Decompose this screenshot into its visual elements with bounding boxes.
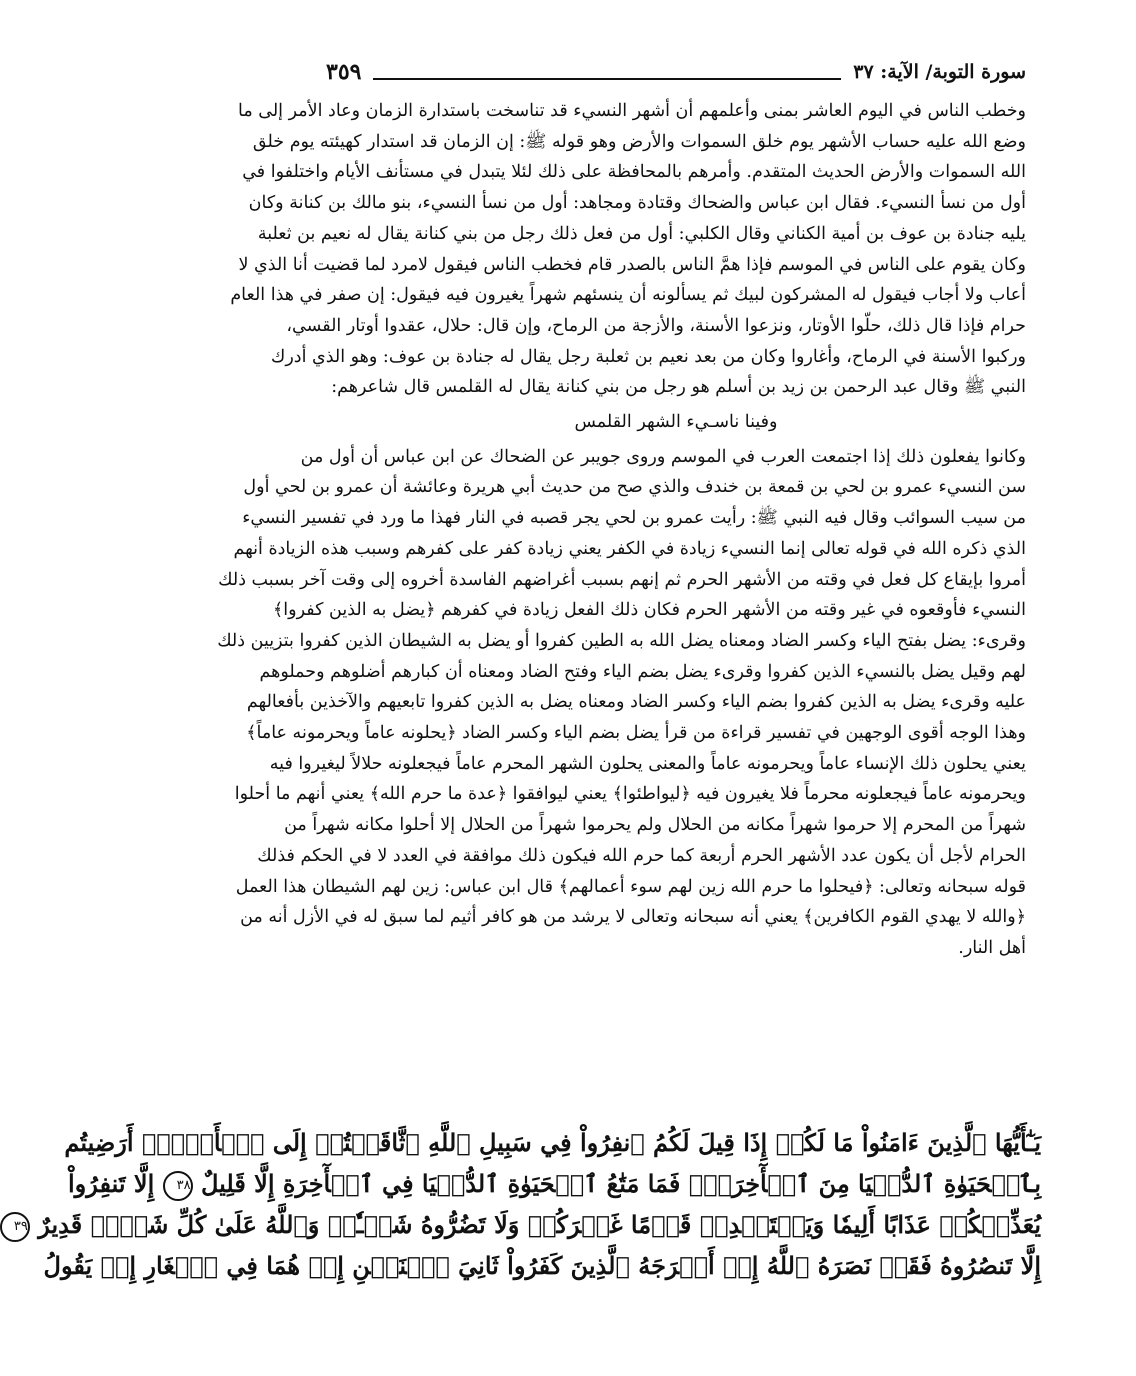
quran-line-text: بِٱلۡحَيَوٰةِ ٱلدُّنۡيَا مِنَ ٱلۡأٓخِرَةِۚ فَمَا مَتَٰعُ ٱلۡحَيَوٰةِ ٱلدُّنۡيَا فِي ٱلۡأٓخِرَةِ إِلَّا قَلِيلٌ bbox=[200, 1169, 1041, 1198]
surah-title: سورة التوبة/ الآية: ٣٧ bbox=[853, 61, 1026, 83]
text-line: شهراً من المحرم إلا حرموا شهراً مكانه من الحلال ولم يحرموا شهراً من الحلال إلا أحلوا مكانه شهراً من bbox=[284, 815, 1026, 836]
text-line: الله السموات والأرض الحديث المتقدم. وأمرهم بالمحافظة على ذلك لئلا يتبدل في مستأنف الأيام واختلفوا في bbox=[242, 162, 1026, 183]
text-line: وخطب الناس في اليوم العاشر بمنى وأعلمهم أن أشهر النسيء قد تناسخت باستدارة الزمان وعاد الأمر إلى ما bbox=[237, 101, 1026, 121]
page-header bbox=[326, 52, 1026, 92]
page-number: ٣٥٩ bbox=[326, 59, 362, 85]
text-line: عليه وقرىء يضل به الذين كفروا بضم الياء وكسر الضاد ومعناه يضل به الذين كفروا تابعيهم والآخذين بأفعالهم bbox=[246, 692, 1026, 713]
text-line: النبي ﷺ وقال عبد الرحمن بن زيد بن أسلم هو رجل من بني كنانة يقال له القلمس قال شاعرهم: bbox=[331, 377, 1026, 398]
header-rule bbox=[373, 78, 841, 80]
text-line: وقرىء: يضل بفتح الياء وكسر الضاد ومعناه يضل الله به الطين كفروا أو يضل به الشيطان الذين كفروا بتزيين ذلك bbox=[217, 630, 1026, 651]
ayah-number-marker: ٣٩ bbox=[0, 1212, 30, 1242]
text-line: لهم وقيل يضل بالنسيء الذين كفروا وقرىء يضل بضم الياء وفتح الضاد ومعناه أن كبارهم أضلوهم وحملوهم bbox=[259, 661, 1026, 682]
poem-verse: وفينا ناسـيء الشهر القلمس bbox=[574, 412, 778, 433]
text-line: أول من نسأ النسيء. فقال ابن عباس والضحاك وقتادة ومجاهد: أول من نسأ النسيء، بنو مالك بن كنانة وكان bbox=[248, 193, 1026, 214]
quran-line-tail: إِلَّا تَنفِرُواْ bbox=[67, 1169, 155, 1198]
book-page bbox=[13, 0, 1136, 1376]
text-line: وركبوا الأسنة في الرماح، وأغاروا وكان من بعد نعيم بن ثعلبة رجل يقال له جنادة بن عوف: وهو الذي أدرك bbox=[270, 346, 1026, 367]
text-line: أهل النار. bbox=[958, 937, 1026, 958]
text-line: أعاب ولا أجاب فيقول له المشركون لبيك ثم يسألونه أن ينسئهم شهراً يغيرون فيه فيقول: إن صفر في هذا العام bbox=[230, 285, 1026, 306]
text-line: سن النسيء عمرو بن لحي بن قمعة بن خندف والذي صح من حديث أبي هريرة وعائشة أن عمرو بن لحي أول bbox=[243, 477, 1026, 498]
text-line: الحرام لأجل أن يكون عدد الأشهر الحرم أربعة كما حرم الله فيكون ذلك موافقة في العدد لا في الحكم فذلك bbox=[257, 845, 1026, 866]
text-line: حرام فإذا قال ذلك، حلّوا الأوتار، ونزعوا الأسنة، والأزجة من الرماح، وإن قال: حلال، عقدوا أوتار القسي، bbox=[286, 315, 1026, 336]
quran-line bbox=[67, 1163, 1041, 1204]
text-line: الذي ذكره الله في قوله تعالى إنما النسيء زيادة في الكفر يعني زيادة كفر على كفرهم وسبب هذه الزيادة أنهم bbox=[233, 538, 1026, 559]
text-line: وكان يقوم على الناس في الموسم فإذا همَّ الناس بالصدر قام فخطب الناس فيقول لامرد لما قضيت أنا الذي لا bbox=[238, 254, 1026, 275]
text-line: أمروا بإيقاع كل فعل في وقته من الأشهر الحرم ثم إنهم بسبب أغراضهم الفاسدة أخروه إلى وقت آخر بسبب ذلك bbox=[218, 569, 1026, 590]
ayah-number-marker: ٣٨ bbox=[163, 1171, 193, 1201]
quran-line: إِلَّا تَنصُرُوهُ فَقَدۡ نَصَرَهُ ٱللَّهُ إِذۡ أَخۡرَجَهُ ٱلَّذِينَ كَفَرُواْ ثَانِيَ ٱثۡنَيۡنِ إِذۡ هُمَا فِي ٱلۡغَارِ إِذۡ يَقُولُ bbox=[43, 1251, 1041, 1280]
text-line: من سيب السوائب وقال فيه النبي ﷺ: رأيت عمرو بن لحي يجر قصبه في النار فهذا ما ورد في تفسير النسيء bbox=[242, 508, 1026, 529]
text-line: ويحرمونه عاماً فيجعلونه محرماً فلا يغيرون فيه ﴿ليواطئوا﴾ يعني ليوافقوا ﴿عدة ما حرم الله﴾ يعني أنهم ما أحلوا bbox=[234, 784, 1026, 805]
text-line: يعني يحلون ذلك الإنساء عاماً ويحرمونه عاماً والمعنى يحلون الشهر المحرم عاماً فيجعلونه حلالاً ليغيروا فيه bbox=[269, 753, 1026, 774]
text-line: يليه جنادة بن عوف بن أمية الكناني وقال الكلبي: أول من فعل ذلك رجل من بني كنانة يقال له نعيم بن ثعلبة bbox=[257, 223, 1026, 244]
text-line: النسيء فأوقعوه في غير وقته من الأشهر الحرم فكان ذلك الفعل زيادة في كفرهم ﴿يضل به الذين كفروا﴾ bbox=[273, 600, 1026, 621]
text-line: وكانوا يفعلون ذلك إذا اجتمعت العرب في الموسم وروى جويبر عن الضحاك عن ابن عباس أن أول من bbox=[300, 446, 1026, 467]
commentary-text bbox=[217, 96, 1026, 964]
text-line: قوله سبحانه وتعالى: ﴿فيحلوا ما حرم الله زين لهم سوء أعمالهم﴾ قال ابن عباس: زين لهم الشيطان هذا العمل bbox=[235, 876, 1026, 897]
quran-text bbox=[13, 1122, 1041, 1286]
quran-line: يَـٰٓأَيُّهَا ٱلَّذِينَ ءَامَنُواْ مَا لَكُمۡ إِذَا قِيلَ لَكُمُ ٱنفِرُواْ فِي سَبِيلِ ٱللَّهِ ٱثَّاقَلۡتُمۡ إِلَى ٱلۡأَرۡضِۚ أَرَضِيتُم bbox=[64, 1128, 1041, 1157]
text-line: ﴿والله لا يهدي القوم الكافرين﴾ يعني أنه سبحانه وتعالى لا يرشد من هو كافر أثيم لما سبق له في الأزل أنه من bbox=[240, 907, 1026, 928]
text-line: وضع الله عليه حساب الأشهر يوم خلق السموات والأرض وهو قوله ﷺ: إن الزمان قد استدار كهيئته يوم خلق bbox=[252, 131, 1026, 152]
quran-line bbox=[13, 1204, 1041, 1245]
text-line: وهذا الوجه أقوى الوجهين في تفسير قراءة من قرأ يضل بضم الياء وكسر الضاد ﴿يحلونه عاماً ويحرمونه عاماً﴾ bbox=[246, 723, 1026, 744]
quran-line-text: يُعَذِّبۡكُمۡ عَذَابًا أَلِيمٗا وَيَسۡتَبۡدِلۡ قَوۡمًا غَيۡرَكُمۡ وَلَا تَضُرُّوهُ شَيۡـٔٗاۗ وَٱللَّهُ عَلَىٰ كُلِّ شَيۡءٖ قَدِيرٌ bbox=[38, 1210, 1041, 1239]
